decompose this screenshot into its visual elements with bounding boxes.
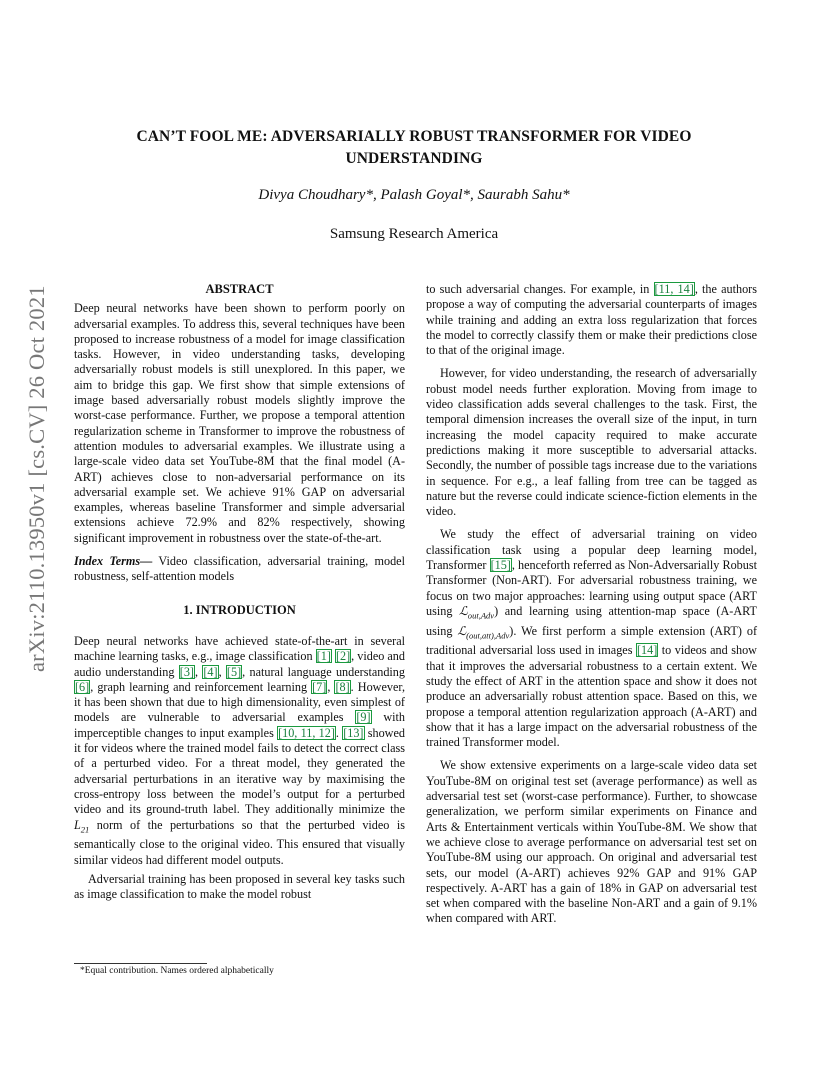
math-l21	[74, 818, 89, 832]
citation-link[interactable]: [2]	[335, 649, 351, 664]
text-run: Deep neural networks have achieved state-of-the-art in several machine learning tasks, e.g., image classification	[74, 633, 405, 664]
text-run: ,	[218, 664, 226, 679]
text-run: ) and learning using attention-map space (A-ART using	[426, 603, 757, 638]
footnote-divider	[74, 963, 207, 964]
text-run: ,	[194, 664, 203, 679]
right-column	[426, 282, 757, 927]
text-run: with imperceptible changes to input examples	[74, 710, 406, 740]
citation-link[interactable]: [1]	[316, 649, 331, 664]
math-loss-out-adv	[459, 603, 495, 621]
arxiv-stamp	[24, 285, 49, 672]
citation-link[interactable]: [10, 11, 12]	[278, 725, 335, 740]
math-symbol: ℒ	[459, 603, 468, 618]
text-run: We study the effect of adversarial training on video classification task using a popular deep learning model, Transformer	[426, 527, 757, 573]
index-terms-label: Index Terms—	[74, 554, 153, 569]
text-run: ,	[327, 679, 335, 694]
citation-link[interactable]: [9]	[356, 710, 371, 725]
intro-paragraph-2: Adversarial training has been proposed in several key tasks such as image classification to make the model robust	[74, 871, 405, 902]
affiliation: Samsung Research America	[329, 226, 499, 242]
math-subscript: out,Adv	[467, 610, 495, 621]
left-column	[74, 282, 405, 902]
text-run: to such adversarial changes. For example, in	[426, 282, 654, 296]
math-subscript: 21	[80, 823, 90, 834]
abstract-heading: ABSTRACT	[205, 282, 274, 296]
abstract-text: Deep neural networks have been shown to perform poorly on adversarial examples. To address this, several techniques have been proposed to increase robustness of a model for image classification tasks. However, in video understanding tasks, developing adversarially robust models is still unexplored. In this paper, we aim to bridge this gap. We first show that simple extensions of image based adversarially robust models slightly improve the worst-case performance. Further, we propose a temporal attention regularization scheme in Transformer to improve the robustness of attention modules to adversarial examples. We illustrate using a large-scale video data set YouTube-8M that the final model (A-ART) achieves close to non-adversarial performance on its adversarial example set. We achieve 91% GAP on adversarial examples, whereas baseline Transformer and simple adversarial extensions achieve 72.9% and 82% respectively, showing significant improvement in robustness over the state-of-the-art.	[74, 301, 405, 545]
text-run: showed it for videos where the trained model fails to detect the correct class of a perturbed video. For a threat model, they generated the adversarial perturbations in an iterative way by maximising the cross-entropy loss between the model’s output for a perturbed video and its ground-truth label. They additionally minimize the	[74, 725, 405, 817]
paper-title	[80, 126, 748, 170]
citation-link[interactable]: [15]	[490, 558, 511, 573]
citation-link[interactable]: [8]	[335, 679, 350, 694]
col2-paragraph-4: We show extensive experiments on a large-scale video data set YouTube-8M on original test set (average performance) as well as adversarial test set (worst-case performance). Further, to showcase generalization, we perform similar experiments on Finance and Arts & Entertainment verticals within YouTube-8M. We show that we achieve close to average performance on adversarial test set on YouTube-8M using our approach. On original and adversarial test sets, our model (A-ART) achieves 92% GAP and 91% GAP respectively. A-ART has a gain of 18% in GAP on adversarial test set when compared with the baseline Non-ART and a gain of 9.1% when compared with ART.	[426, 758, 757, 926]
arxiv-stamp-text: arXiv:2110.13950v1 [cs.CV] 26 Oct 2021	[24, 285, 49, 672]
col2-paragraph-2: However, for video understanding, the research of adversarially robust model needs further exploration. Moving from image to video classification adds several challenges to the task. First, the temporal dimension increases the overall size of the input, in turn increasing the model capacity required to make accurate predictions making it more susceptible to adversarial attacks. Secondly, the number of possible tags increase due to the variations in sequence. For e.g., a leaf falling from tree can be tagged as nature but the reverse could indicate science-fiction elements in the video.	[426, 366, 757, 519]
index-terms-text: Video classification, adversarial training, model robustness, self-attention models	[74, 554, 405, 584]
citation-link[interactable]: [3]	[179, 664, 194, 679]
citation-link[interactable]: [5]	[226, 664, 242, 679]
math-loss-out-att-adv	[457, 623, 510, 641]
text-run: to videos and show that it improves the adversarial robustness to a certain extent. We study the effect of ART in the attention space and show it does not produce an adversarially robust attention space. Based on this, we propose a temporal attention regularization approach (A-ART) and show that it has a large impact on the adversarial robustness of the trained Transformer model.	[426, 643, 757, 750]
col2-paragraph-3	[426, 527, 757, 750]
citation-link[interactable]: [14]	[636, 643, 658, 658]
text-run: , graph learning and reinforcement learning	[90, 679, 312, 694]
title-line-1: CAN’T FOOL ME: ADVERSARIALLY ROBUST TRANSFORMER FOR VIDEO	[136, 128, 692, 145]
intro-paragraph-1	[74, 634, 405, 868]
authors: Divya Choudhary*, Palash Goyal*, Saurabh Sahu*	[258, 187, 570, 203]
text-run: , henceforth referred as Non-Adversarially Robust Transformer (Non-ART). For adversarial robustness training, we focus on two major approaches: learning using output space (ART using	[426, 558, 758, 618]
text-run: . However, it has been shown that due to high dimensionality, even simplest of models are vulnerable to adversarial examples	[74, 679, 405, 725]
text-run: , video and audio understanding	[74, 649, 405, 679]
citation-link[interactable]: [11, 14]	[654, 282, 694, 296]
text-run: .	[335, 725, 343, 740]
citation-link[interactable]: [7]	[312, 679, 327, 694]
col2-paragraph-1	[426, 282, 757, 358]
text-run: ). We first perform a simple extension (ART) of traditional adversarial loss used in images	[426, 623, 757, 658]
intro-heading: 1. INTRODUCTION	[183, 602, 296, 617]
text-run: norm of the perturbations so that the perturbed video is semantically close to the original video. This ensured that visually similar videos had different model outputs.	[74, 817, 405, 867]
index-terms	[74, 554, 405, 585]
citation-link[interactable]: [4]	[203, 664, 218, 679]
math-symbol: ℒ	[457, 623, 467, 638]
math-symbol: L	[74, 817, 81, 832]
text-run: , the authors propose a way of computing the adversarial counterparts of images while training and adding an extra loss regularization that forces the model to correctly classify them or make their predictions close to that of the original image.	[426, 282, 757, 358]
math-subscript: (out,att),Adv	[466, 630, 510, 641]
citation-link[interactable]: [13]	[343, 725, 364, 740]
footnote: *Equal contribution. Names ordered alphabetically	[80, 966, 274, 976]
title-line-2: UNDERSTANDING	[345, 150, 483, 167]
text-run: , natural language understanding	[242, 664, 405, 679]
citation-link[interactable]: [6]	[75, 679, 90, 694]
